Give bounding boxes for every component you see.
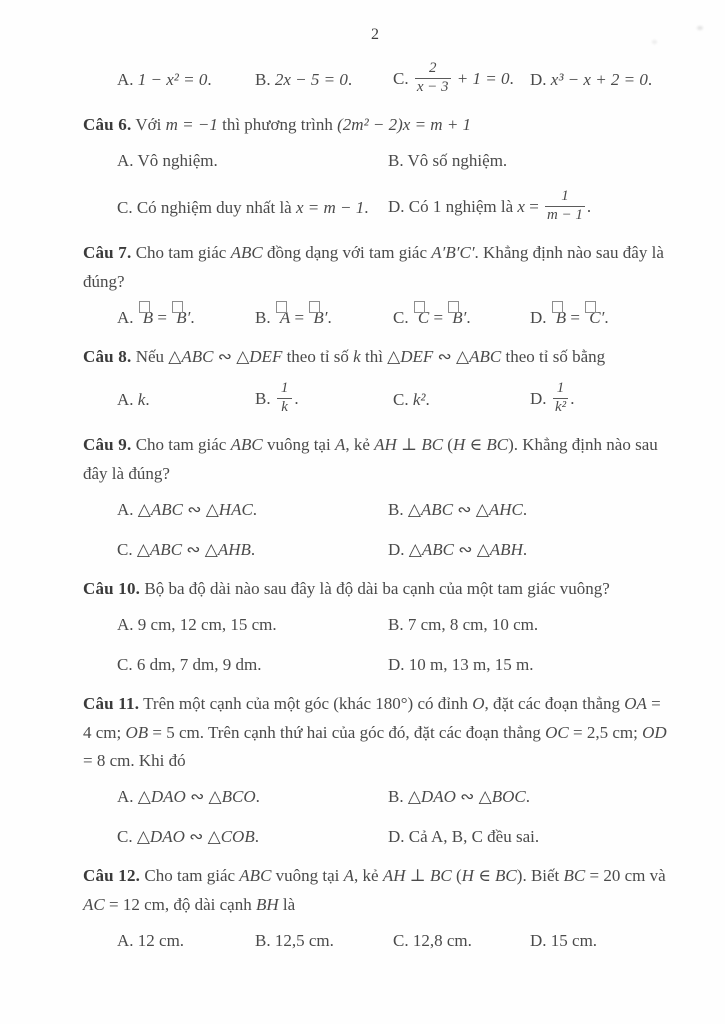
option-cau-12-A: A. 12 cm. [117,931,185,951]
fraction-numerator: 1 [553,380,568,399]
math-italic: k² [412,389,426,409]
option-cau-8-B: B. $\frac{1}{k}$ . [255,380,299,415]
option-cau-6-C: C. Có nghiệm duy nhất là x = m − 1. [117,197,369,217]
option-carryover-C: C. $\frac{2}{x - 3}$ + 1 = 0. [393,60,514,95]
math-italic: x = m − 1 [295,197,365,217]
math-italic: BC [430,866,452,886]
option-cau-7-C: C. C = B′. [393,307,530,330]
angle-symbol: B [142,307,153,330]
question-stem: Câu 7. Cho tam giác ABC đồng dạng với tam giác A′B′C′. Khẳng định nào sau đây là đúng? [83,243,664,292]
option-cau-12-B: B. 12,5 cm. [255,931,334,951]
angle-hat-box [448,301,459,313]
math-italic: BOC [491,787,526,807]
math-italic: 2x − 5 = 0 [274,69,348,89]
question-cau-11 [83,690,667,850]
options-grid [117,150,667,226]
math-italic: O [472,693,485,713]
math-italic: ABC [150,500,183,520]
question-stem: Câu 10. Bộ ba độ dài nào sau đây là độ dài ba cạnh của một tam giác vuông? [83,578,610,598]
option-cau-11-D: D. Cả A, B, C đều sai. [388,827,540,847]
math-italic: HAC [218,500,253,520]
math-italic: H [452,435,466,455]
angle-hat-box [139,301,150,313]
option-cau-10-A: A. 9 cm, 12 cm, 15 cm. [117,614,277,634]
option-carryover-B: B. 2x − 5 = 0. [255,69,353,89]
math-italic: A [334,435,346,455]
option-cau-7-D: D. B = C′. [530,307,667,330]
math-italic: DEF [249,347,283,367]
option-cau-9-C: C. △ABC ∾ △AHB. [117,540,256,559]
question-stem: Câu 11. Trên một cạnh của một góc (khác 180°) có đỉnh O, đặt các đoạn thẳng OA = 4 cm; OB = 5 cm. Trên cạnh thứ hai của góc đó, đặt các đoạn thẳng OC = 2,5 cm; OD = 8 cm. Khi đó [83,693,667,771]
question-label: Câu 9. [83,435,132,455]
math-italic: AH [382,866,406,886]
question-cau-7 [83,239,667,330]
math-italic: AH [374,435,397,455]
math-italic: k [137,389,146,409]
option-cau-9-D: D. △ABC ∾ △ABH. [388,540,528,559]
math-italic: BCO [221,787,256,807]
option-cau-12-C: C. 12,8 cm. [393,931,472,951]
scan-artifact [697,26,703,30]
option-cau-8-A: A. k. [117,389,150,409]
math-italic: DAO [149,827,185,847]
angle-hat-box [276,301,287,313]
options-grid [117,382,667,418]
options-grid [117,786,667,849]
math-italic: ABC [230,435,263,455]
question-label: Câu 8. [83,347,132,367]
math-italic: + 1 = 0 [452,69,510,89]
math-italic: BC [563,866,586,886]
options-grid [117,930,667,953]
questions-list [83,111,667,953]
math-italic: ABC [230,243,263,263]
angle-hat-box [552,301,563,313]
math-italic: k [353,347,361,367]
fraction [415,60,451,96]
question-cau-6 [83,111,667,226]
angle-hat-box [585,301,596,313]
option-cau-11-B: B. △DAO ∾ △BOC. [388,787,530,807]
option-cau-11-A: A. △DAO ∾ △BCO. [117,787,260,807]
option-cau-9-A: A. △ABC ∾ △HAC. [117,500,258,520]
math-italic: DEF [400,347,434,367]
math-italic: 1 − x² = 0 [137,69,208,89]
fraction [277,380,292,416]
math-italic: OC [545,722,569,742]
option-cau-7-B: B. A = B′. [255,307,393,330]
math-italic: x [517,197,525,217]
math-italic: ABC [421,540,454,559]
math-italic: OD [642,722,667,742]
fraction-denominator: k² [554,398,567,415]
question-stem: Câu 9. Cho tam giác ABC vuông tại A, kẻ AH ⊥ BC (H ∈ BC). Khẳng định nào sau đây là đúng? [83,435,658,484]
question-stem: Câu 6. Với m = −1 thì phương trình (2m² − 2)x = m + 1 [83,115,472,135]
options-grid [117,307,667,330]
math-italic: ABC [239,866,272,886]
option-cau-6-D: D. Có 1 nghiệm là x = $\frac{1}{m - 1}$ . [388,188,592,223]
angle-symbol: A [279,307,290,330]
math-italic: AHC [488,500,523,520]
fraction-numerator: 1 [545,188,585,207]
option-cau-6-A: A. Vô nghiệm. [117,151,218,171]
fraction-denominator: k [281,398,288,415]
question-cau-10 [83,575,667,677]
option-cau-6-B: B. Vô số nghiệm. [388,151,508,171]
math-italic: ABC [469,347,502,367]
math-italic: m = −1 [165,115,218,135]
math-italic: (2m² − 2)x = m + 1 [337,115,472,135]
option-cau-8-D: D. $\frac{1}{\text{k²}}$ . [530,380,575,415]
option-cau-10-D: D. 10 m, 13 m, 15 m. [388,654,534,674]
math-italic: x³ − x + 2 = 0 [550,69,648,89]
options-grid [117,499,667,562]
math-italic: DAO [150,787,186,807]
question-label: Câu 12. [83,866,141,886]
math-italic: OA [624,693,647,713]
math-italic: A [343,866,355,886]
math-italic: BH [255,895,279,915]
option-cau-7-A: A. B = B′. [117,307,255,330]
math-italic: H [461,866,474,886]
question-label: Câu 7. [83,243,132,263]
math-italic: OB [125,722,149,742]
question-stem: Câu 8. Nếu △ABC ∾ △DEF theo tỉ số k thì △DEF ∾ △ABC theo tỉ số bằng [83,347,606,367]
options-grid [117,614,667,677]
angle-hat-box [172,301,183,313]
angle-symbol: B′ [312,307,327,330]
page-number: 2 [371,26,379,43]
fraction-numerator: 2 [415,60,451,79]
math-italic: ABC [420,500,454,520]
math-italic: BC [486,435,509,455]
question-cau-9 [83,431,667,562]
question-cau-8 [83,343,667,418]
carryover-options-row [117,62,667,98]
option-carryover-D: D. x³ − x + 2 = 0. [530,69,653,89]
fraction-denominator: m − 1 [547,206,583,223]
math-italic: BC [421,435,444,455]
angle-symbol: C′ [588,307,604,330]
angle-symbol: B′ [451,307,466,330]
option-cau-10-C: C. 6 dm, 7 dm, 9 dm. [117,654,262,674]
option-carryover-A: A. 1 − x² = 0. [117,69,212,89]
angle-symbol: B′ [175,307,190,330]
fraction-denominator: x − 3 [416,78,449,95]
option-cau-11-C: C. △DAO ∾ △COB. [117,827,259,847]
math-italic: ABC [181,347,214,367]
question-stem: Câu 12. Cho tam giác ABC vuông tại A, kẻ AH ⊥ BC (H ∈ BC). Biết BC = 20 cm và AC = 12 cm, độ dài cạnh BH là [83,866,666,915]
fraction [545,188,585,224]
option-cau-9-B: B. △ABC ∾ △AHC. [388,500,528,520]
angle-symbol: C [417,307,429,330]
scan-artifact [652,40,657,44]
question-label: Câu 11. [83,693,140,713]
fraction-numerator: 1 [277,380,292,399]
math-italic: ABH [489,540,523,559]
math-italic: DAO [420,787,456,807]
angle-symbol: B [555,307,566,330]
question-cau-12 [83,862,667,953]
question-label: Câu 6. [83,115,132,135]
angle-hat-box [309,301,320,313]
math-italic: COB [220,827,255,847]
math-italic: ABC [149,540,183,559]
question-label: Câu 10. [83,578,141,598]
math-italic: A′B′C′ [431,243,475,263]
fraction [553,380,568,416]
option-cau-10-B: B. 7 cm, 8 cm, 10 cm. [388,614,539,634]
option-cau-8-C: C. k². [393,389,430,409]
math-italic: AHB [217,540,251,559]
angle-hat-box [414,301,425,313]
math-italic: BC [495,866,517,886]
option-cau-12-D: D. 15 cm. [530,931,598,951]
math-italic: AC [83,895,105,915]
